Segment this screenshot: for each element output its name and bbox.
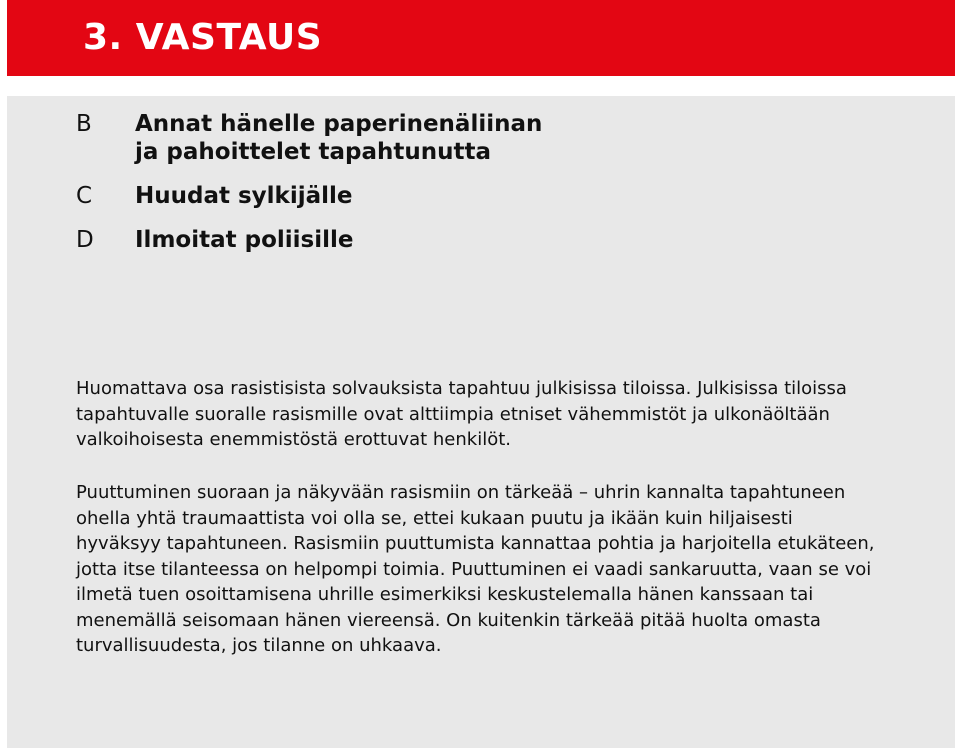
answer-letter: D (76, 227, 94, 253)
answer-letter: C (76, 183, 93, 209)
header-banner (7, 0, 955, 76)
explanation-paragraph: Puuttuminen suoraan ja näkyvään rasismiin on tärkeää – uhrin kannalta tapahtuneen ohella yhtä traumaattista voi olla se, ettei kukaan puutu ja ikään kuin hiljaisesti hyväksyy tapahtuneen. Rasismiin puuttumista kannattaa pohtia ja harjoitella etukäteen, jotta itse tilanteessa on helpompi toimia. Puuttuminen ei vaadi sankaruutta, vaan se voi ilmetä tuen osoittamisena uhrille esimerkiksi keskustelemalla hänen kanssaan tai menemällä seisomaan hänen viereensä. On kuitenkin tärkeää pitää huolta omasta turvallisuudesta, jos tilanne on uhkaava. (76, 482, 875, 656)
page-title: 3. VASTAUS (83, 17, 323, 58)
answer-list (76, 110, 896, 270)
intro-paragraph: Huomattava osa rasistisista solvauksista tapahtuu julkisissa tiloissa. Julkisissa tiloissa tapahtuvalle suoralle rasismille ovat alttiimpia etniset vähemmistöt ja ulkonäöltään valkoihoisesta enemmistöstä erottuvat henkilöt. (76, 378, 847, 450)
answer-d (76, 226, 896, 254)
answer-b (76, 110, 896, 166)
answer-c (76, 182, 896, 210)
answer-text: Ilmoitat poliisille (135, 227, 354, 253)
answer-text: Annat hänelle paperinenäliinan ja pahoittelet tapahtunutta (135, 111, 543, 165)
answer-text: Huudat sylkijälle (135, 183, 353, 209)
answer-letter: B (76, 111, 92, 137)
